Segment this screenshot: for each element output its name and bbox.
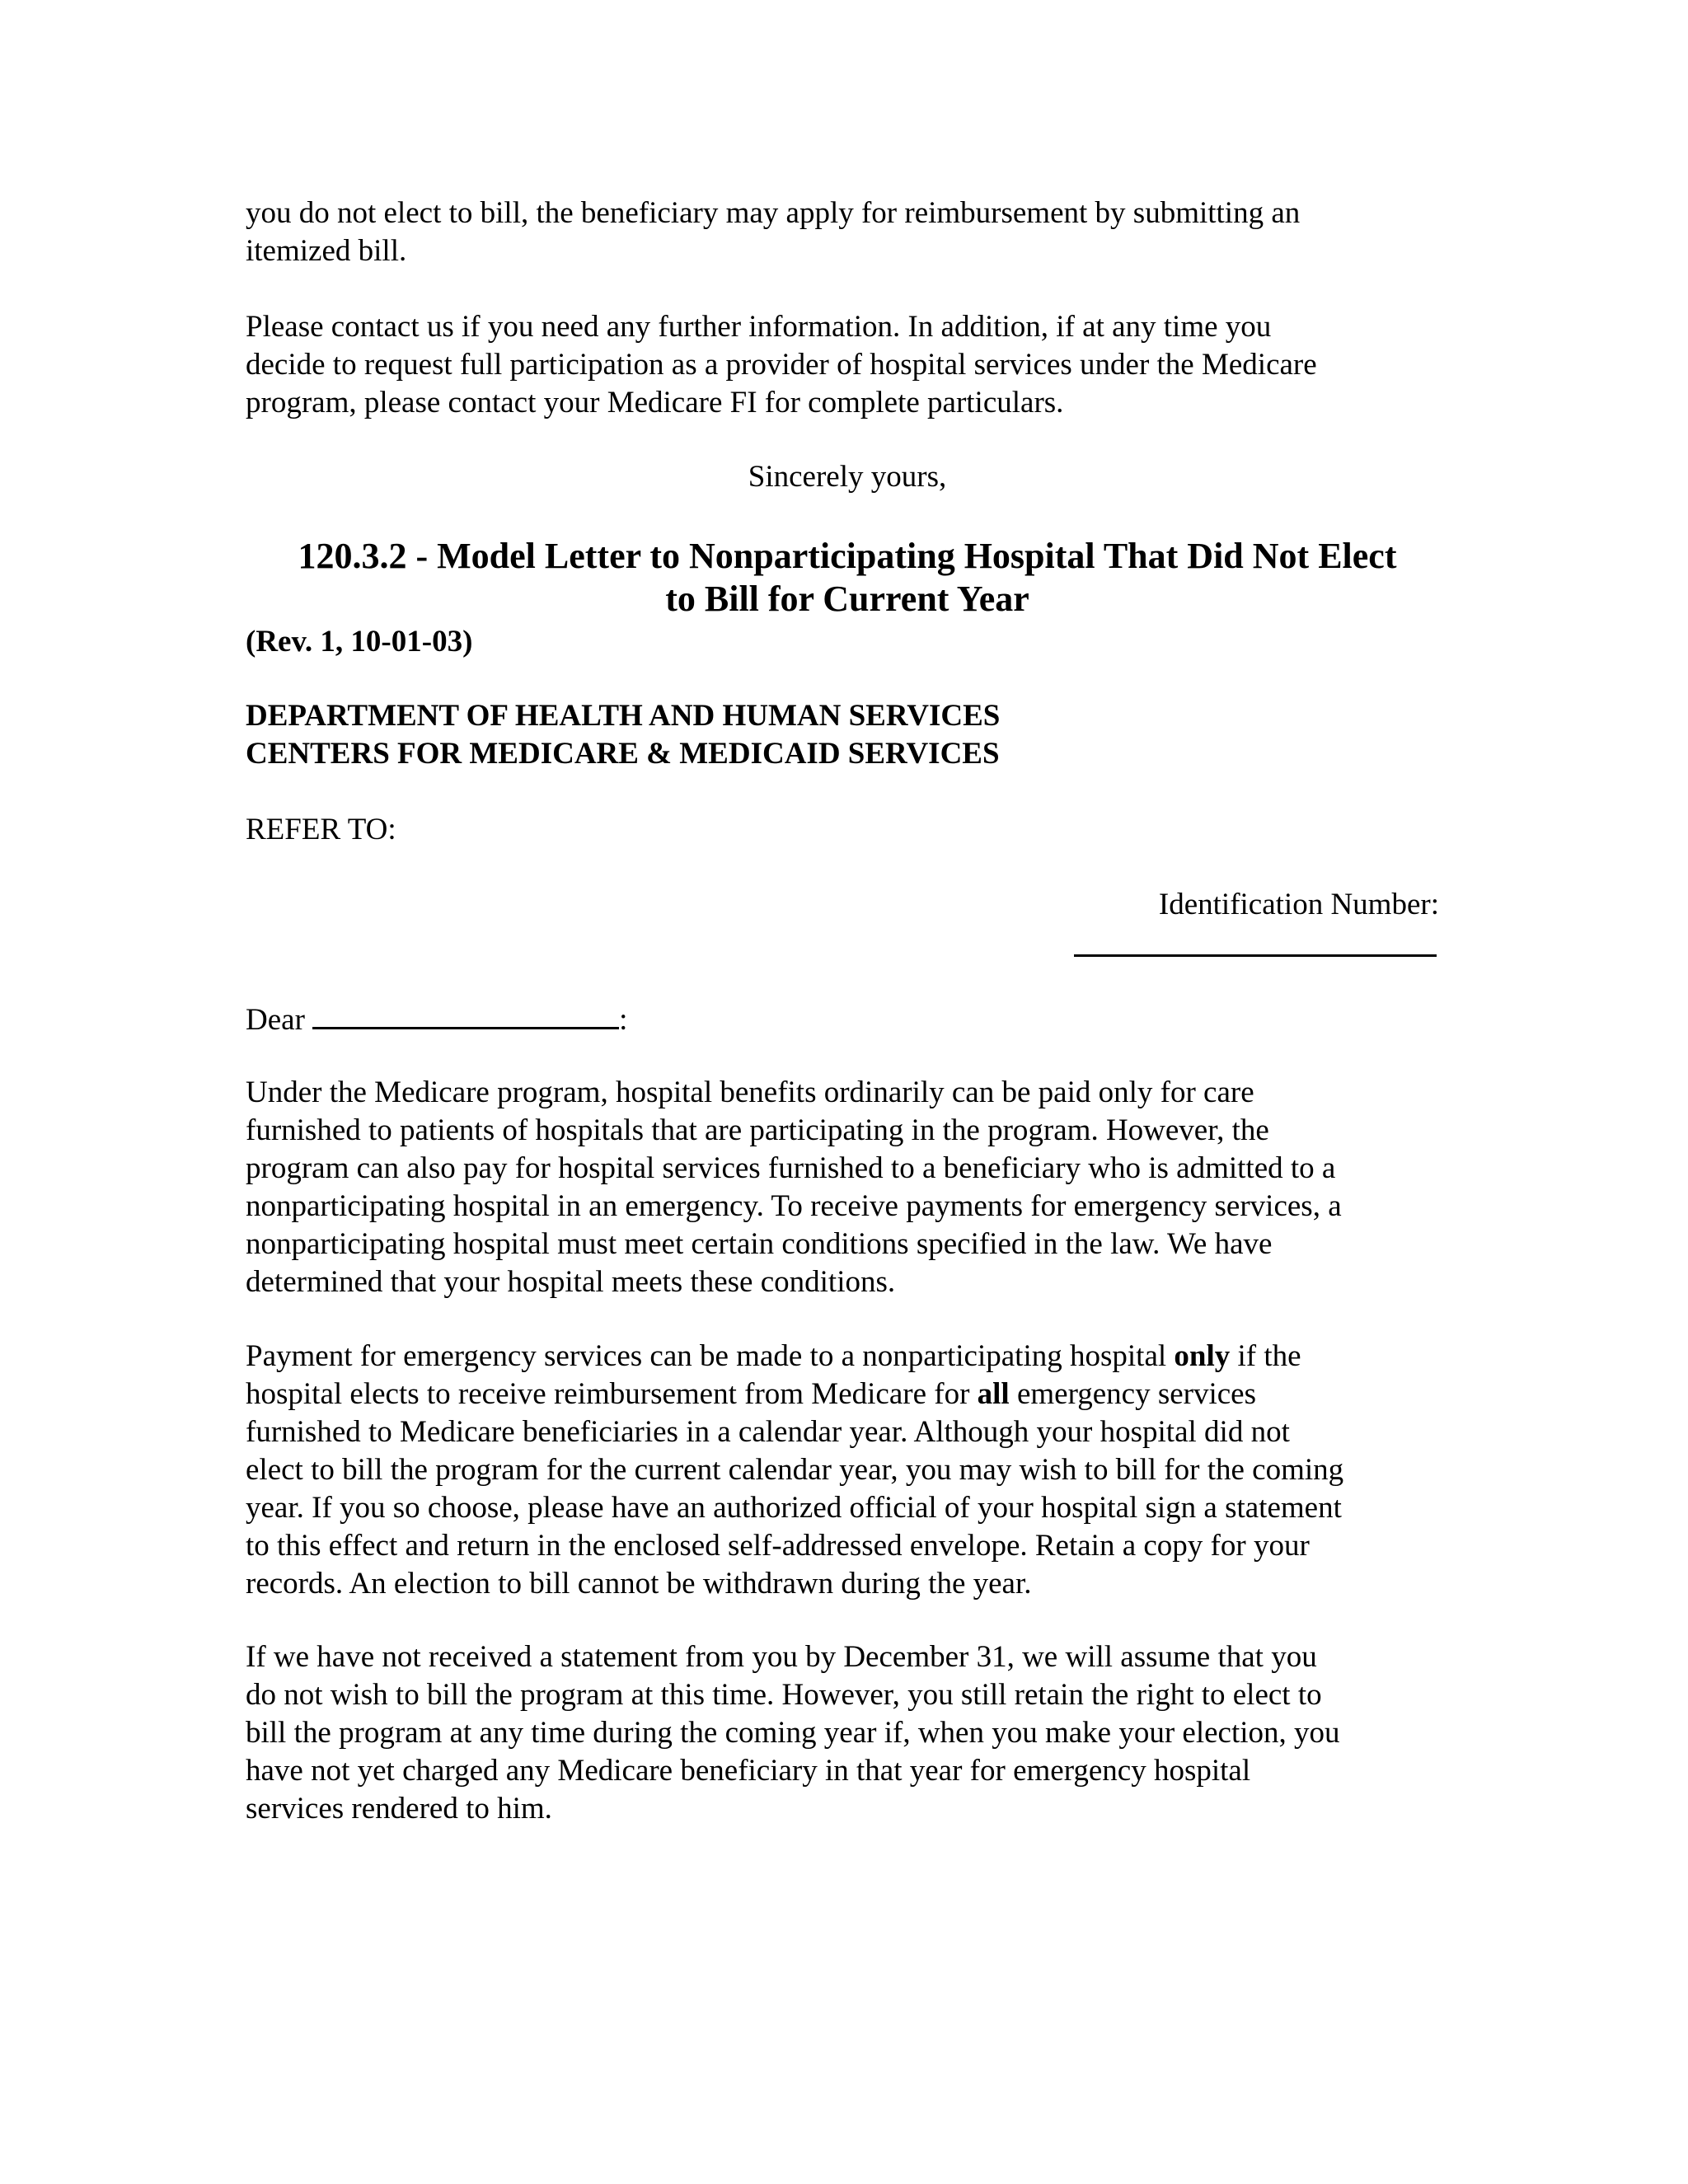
body-paragraph-2 [246,1338,1449,1603]
p2-line-3: furnished to Medicare beneficiaries in a calendar year. Although your hospital did not [246,1415,1290,1449]
p2-line-7: records. An election to bill cannot be withdrawn during the year. [246,1567,1032,1601]
continuation-line-2: itemized bill. [246,234,407,268]
salutation [246,999,1449,1039]
contact-paragraph [246,308,1449,422]
p3-line-5: services rendered to him. [246,1792,552,1825]
p2-line-1a: Payment for emergency services can be made to a nonparticipating hospital [246,1339,1175,1373]
p2-line-2a: hospital elects to receive reimbursement from Medicare for [246,1377,978,1411]
body-paragraph-3 [246,1638,1449,1828]
p2-line-6: to this effect and return in the enclosed self-addressed envelope. Retain a copy for your [246,1529,1310,1563]
p3-line-3: bill the program at any time during the coming year if, when you make your election, you [246,1716,1340,1750]
section-title-line-2: to Bill for Current Year [665,579,1029,619]
p2-line-5: year. If you so choose, please have an authorized official of your hospital sign a statement [246,1491,1342,1525]
p1-line-4: nonparticipating hospital in an emergency. To receive payments for emergency services, a [246,1189,1342,1223]
p2-line-2b: emergency services [1009,1377,1256,1411]
p2-line-1b: if the [1230,1339,1301,1373]
contact-line-2: decide to request full participation as a provider of hospital services under the Medicare [246,348,1317,382]
p2-line-4: elect to bill the program for the current calendar year, you may wish to bill for the coming [246,1453,1344,1487]
closing: Sincerely yours, [748,460,947,494]
p1-line-2: furnished to patients of hospitals that are participating in the program. However, the [246,1113,1269,1147]
identification-label: Identification Number: [1158,888,1439,921]
salutation-suffix: : [619,1003,628,1037]
salutation-prefix: Dear [246,1003,305,1037]
section-title-line-1: 120.3.2 - Model Letter to Nonparticipating Hospital That Did Not Elect [298,536,1397,576]
p1-line-3: program can also pay for hospital services furnished to a beneficiary who is admitted to a [246,1151,1336,1185]
p3-line-1: If we have not received a statement from you by December 31, we will assume that you [246,1640,1317,1674]
p2-emphasis-only: only [1174,1339,1231,1373]
p3-line-4: have not yet charged any Medicare beneficiary in that year for emergency hospital [246,1754,1251,1788]
revision-note: (Rev. 1, 10-01-03) [246,625,473,658]
p2-emphasis-all: all [977,1377,1010,1411]
contact-line-3: program, please contact your Medicare FI for complete particulars. [246,386,1064,419]
p1-line-6: determined that your hospital meets these conditions. [246,1265,896,1299]
letterhead [246,697,1449,773]
letterhead-line-1: DEPARTMENT OF HEALTH AND HUMAN SERVICES [246,699,1001,733]
continuation-line-1: you do not elect to bill, the beneficiary may apply for reimbursement by submitting an [246,196,1301,230]
p1-line-5: nonparticipating hospital must meet certain conditions specified in the law. We have [246,1227,1273,1261]
addressee-blank [312,999,619,1029]
identification-number-blank [1074,954,1437,957]
letterhead-line-2: CENTERS FOR MEDICARE & MEDICAID SERVICES [246,737,1000,771]
p1-line-1: Under the Medicare program, hospital benefits ordinarily can be paid only for care [246,1076,1254,1109]
contact-line-1: Please contact us if you need any further information. In addition, if at any time you [246,310,1272,344]
body-paragraph-1 [246,1074,1449,1301]
refer-to-label: REFER TO: [246,813,396,846]
p3-line-2: do not wish to bill the program at this time. However, you still retain the right to elect to [246,1678,1322,1712]
section-title [246,535,1449,621]
continuation-paragraph [246,194,1449,270]
